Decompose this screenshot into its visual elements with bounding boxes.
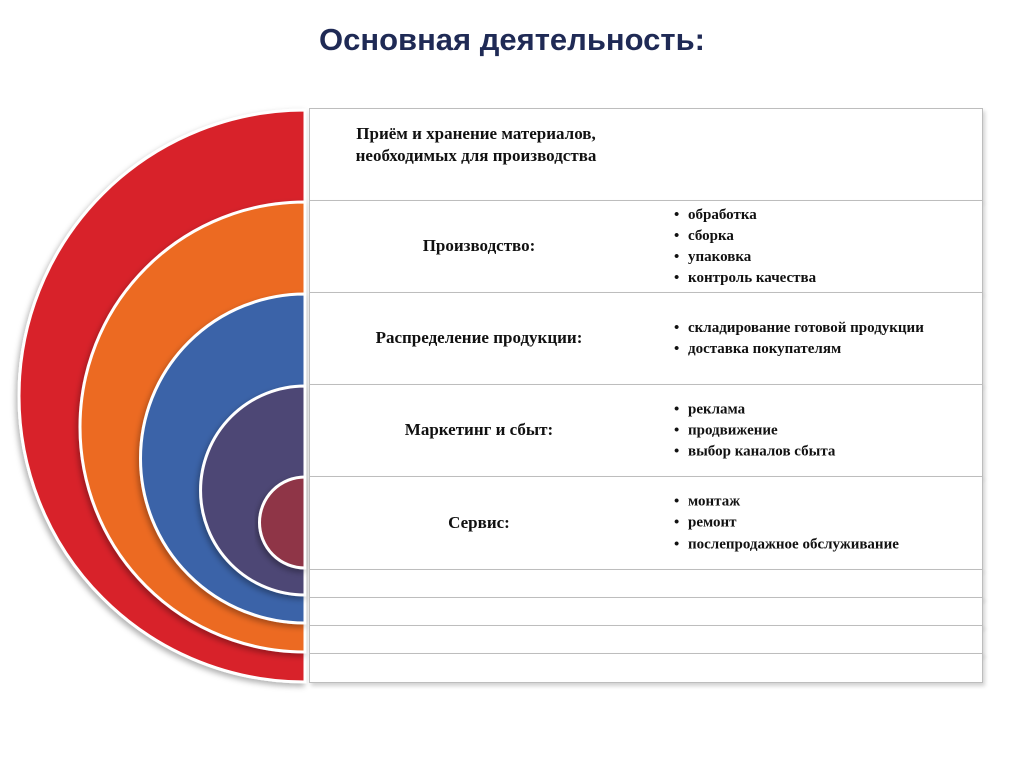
section-marketing	[309, 384, 983, 477]
bullet-list	[674, 397, 974, 464]
list-item: • продвижение	[674, 421, 974, 439]
bullet-list	[674, 202, 974, 290]
section-production	[309, 200, 983, 293]
list-item: • монтаж	[674, 493, 974, 511]
list-item: • сборка	[674, 227, 974, 245]
empty-band	[309, 569, 983, 599]
list-item: • контроль качества	[674, 269, 974, 287]
bullet-list	[674, 490, 974, 557]
list-item: • реклама	[674, 400, 974, 418]
section-label: Производство:	[422, 236, 536, 256]
list-item: • складирование готовой продукции	[674, 319, 974, 337]
section-service	[309, 476, 983, 570]
section-distribution	[309, 292, 983, 385]
list-item: • послепродажное обслуживание	[674, 535, 974, 553]
section-label: Распределение продукции:	[375, 328, 583, 348]
list-item: • выбор каналов сбыта	[674, 443, 974, 461]
section-label: Сервис:	[448, 512, 510, 532]
section-label: Маркетинг и сбыт:	[404, 420, 554, 440]
bullet-list	[674, 316, 974, 362]
empty-band	[309, 653, 983, 683]
empty-band	[309, 597, 983, 627]
section-reception	[309, 108, 983, 201]
section-label: Приём и хранение материалов, необходимых для производства	[355, 124, 597, 166]
list-item: • доставка покупателям	[674, 340, 974, 358]
list-item: • упаковка	[674, 248, 974, 266]
list-item: • ремонт	[674, 514, 974, 532]
empty-band	[309, 625, 983, 655]
list-item: • обработка	[674, 205, 974, 223]
slide-title: Основная деятельность:	[319, 22, 705, 57]
